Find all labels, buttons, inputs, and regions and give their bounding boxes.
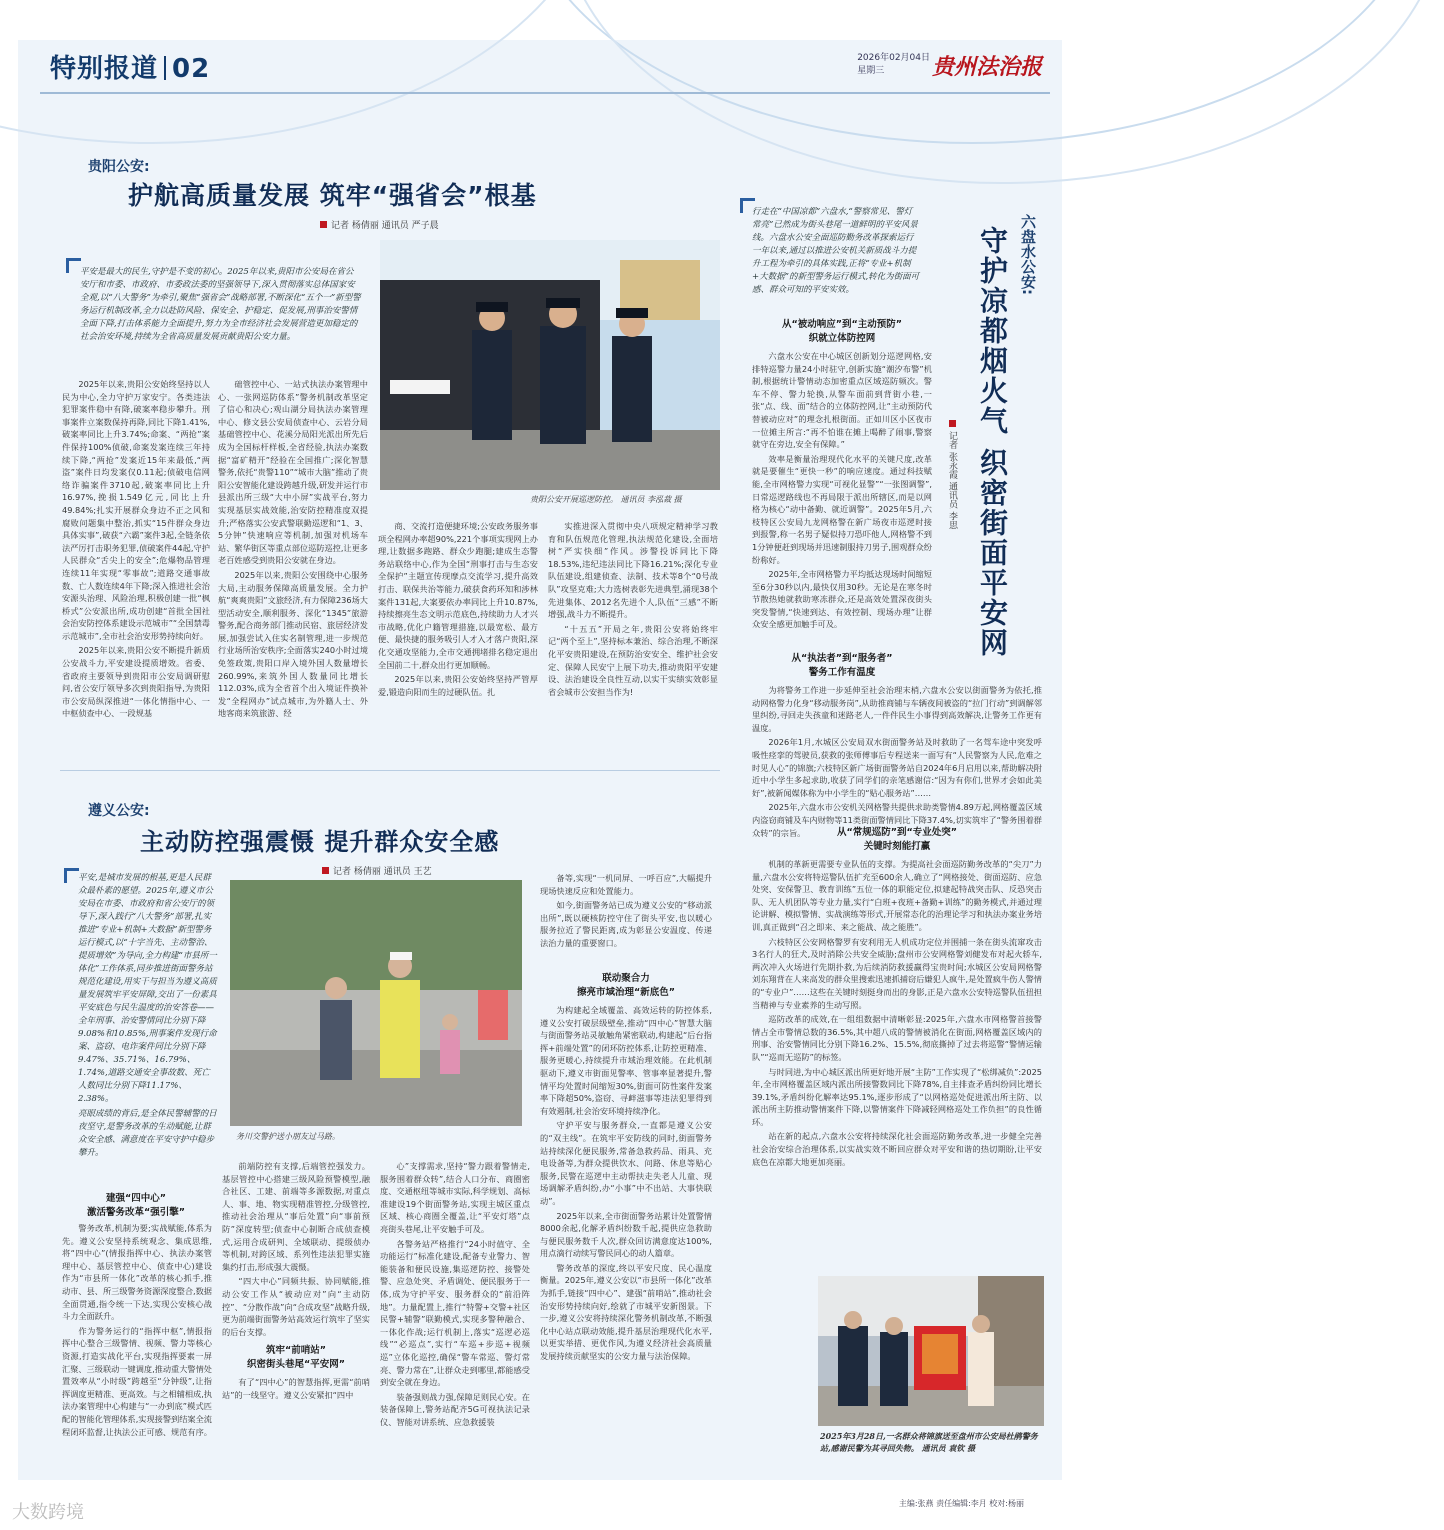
article3-photo	[818, 1276, 1044, 1426]
article2-subheading: 建强“四中心” 激活警务改革“强引擎”	[87, 1193, 185, 1218]
paragraph: 为将警务工作进一步延伸至社会治理末梢,六盘水公安以街面警务为依托,推动网格警力化身“移动服务岗”,从助推商铺与车辆夜间被盗的“拉门行动”到调解邻里纠纷,寻回走失孩童和迷路老人,一件件民生小事得到高效解决,让警务工作更有温度。	[752, 685, 1042, 733]
article1-byline: 记者 杨倩丽 通讯员 严子晨	[320, 218, 439, 231]
paragraph: 实推进深入贯彻中央八项规定精神学习教育和队伍规范化管理,执法规范化建设,全面培树“严实快细”作风。涉警投诉同比下降18.53%,违纪违法同比下降16.21%;深化专业队伍建设,组建侦查、法制、技术等8个“0号战队”攻坚克难;大力选树表彰先进典型,涌现38个先进集体、2012名先进个人,队伍“三感”不断增强,战斗力不断提升。	[548, 521, 718, 620]
article2-lead: 平安,是城市发展的根基,更是人民群众最朴素的愿望。2025年,遵义市公安局在市委、市政府和省公安厅的领导下,深入践行“八大警务”部署,扎实推进“专业+机制+大数据”新型警务运行模式,以“十字当先、主动警治、提质增效”为导向,全力构建“市县所一体化”工作体系,同步推进街面警务站规范化建设,用实干与担当为遵义高质量发展筑牢平安屏障,交出了一份素具平安底色与民生温度的治安答卷——全年刑事、治安警情同比分别下降9.08%和10.85%,刑事案件发现行命案、盗窃、电诈案件同比分别下降9.47%、35.71%、16.79%、1.74%,道路交通安全事故数、死亡人数同比分别下降11.17%、2.38%。 亮眼成绩的背后,是全体民警辅警的日夜坚守,是警务改革的生动赋能,让群众安全感、满意度在平安守护中稳步攀升。	[78, 873, 217, 1158]
article2-kicker: 遵义公安:	[88, 803, 150, 819]
paragraph: 为构建起全域覆盖、高效运转的防控体系,遵义公安打破层级壁垒,推动“四中心”智慧大脑与街面警务站灵敏触角紧密联动,构建起“后台指挥+前端处置”的闭环防控体系,让防控更精准、服务更暖心,持续提升市域治理效能。在此机制驱动下,遵义市街面见警率、管事率显著提升,警情平均处置时间缩短30%,街面可防性案件发案率下降超50%,盗窃、寻衅滋事等违法犯罪得到有效遏制,社会治安环境持续净化。	[540, 1005, 712, 1116]
paragraph: 各警务站严格推行“24小时值守、全功能运行”标准化建设,配备专业警力、智能装备和便民设施,集巡逻防控、接警处警、应急处突、矛盾调处、便民服务于一体,成为守护平安、服务群众的“前沿阵地”。力量配置上,推行“特警+交警+社区民警+辅警”联勤模式,实现多警种融合、一体化作战;运行机制上,落实“巡逻必巡线”“必巡点”,实行“车巡+步巡+视频巡”立体化巡控,确保“警车常巡、警灯常亮、警力常在”,让群众走到哪里,都能感受到安全就在身边。	[380, 1238, 530, 1388]
article2-headline: 主动防控强震慑 提升群众安全感	[140, 828, 500, 856]
paragraph: 守护平安与服务群众,一直都是遵义公安的“双主线”。在筑牢平安防线的同时,街面警务站持续深化便民服务,常备急救药品、雨具、充电设备等,为群众提供饮水、问路、休息等贴心服务,民警在巡逻中主动帮扶走失老人儿童、现场调解矛盾纠纷,办“小事”中不出站、大事快联动”。	[540, 1120, 712, 1206]
article1-kicker: 贵阳公安:	[88, 159, 150, 175]
article2-column	[540, 872, 712, 970]
paragraph: 警务改革的深度,终以平安尺度、民心温度衡量。2025年,遵义公安以“市县所一体化”改革为抓手,链接“四中心”、建强“前哨站”,推动社会治安形势持续向好,绘就了市城平安新图景。下一步,遵义公安将持续深化警务机制改革,不断强化中心站点联动效能,提升基层治理现代化水平,以更实举措、更优作风,为遵义经济社会高质量发展持续贡献坚实的公安力量与法治保障。	[540, 1262, 712, 1362]
article3-lead: 行走在“中国凉都”六盘水,“警察常见、警灯常亮”已然成为街头巷尾一道鲜明的平安风景线。六盘水公安全面巡防勤务改革探索运行一年以来,通过以推进公安机关新质战斗力提升工程为牵引的具体实践,正将“专业+机制+大数据”的新型警务运行模式,转化为街面可感、群众可知的平安实效。	[752, 207, 920, 295]
paragraph: 巡防改革的成效,在一组组数据中清晰彰显:2025年,六盘水市网格警首接警情占全市警情总数的36.5%,其中超八成的警情被消化在街面,网格覆盖区域内的刑事、治安警情同比分别下降16.2%、15.5%,彻底撕掉了过去将巡警“警情运输队”“巡而无巡防”的标签。	[752, 1014, 1042, 1062]
article2-column	[222, 1376, 370, 1462]
article3-column	[752, 684, 1042, 838]
section-title: 特别报道 02	[50, 54, 211, 84]
article1-headline: 护航高质量发展 筑牢“强省会”根基	[128, 181, 537, 210]
paragraph: 2025年以来,贵阳公安围绕中心服务大局,主动服务保障高质量发展。全力护航“爽爽贵阳”文旅经济,有力保障236场大型活动安全,顺利服务、深化“1345”旅游警务,配合商务部门推动民宿、旅居经济发展,加强尝试入住实名制管理,进一步规范行业场所治安秩序;全面落实240小时过境免签政策,贵阳口岸入境外国人数量增长260.99%,来筑外国人数量同比增长112.03%,成为全省首个出入境证件换补发“全程网办”试点城市,为外籍人士、外地客商来筑旅游、经	[218, 569, 368, 719]
article1-lead: 平安是最大的民生,守护是不变的初心。2025年以来,贵阳市公安局在省公安厅和市委、市政府、市委政法委的坚强领导下,深入贯彻落实总体国家安全观,以“八大警务”为牵引,聚焦“强省会”战略部署,不断深化“五个一”新型警务运行机制改革,全力以赴防风险、保安全、护稳定、促发展,刑事治安警情全面下降,打击体系能力全面提升,努力为全市经济社会发展营造更加稳定的社会治安环境,持续为全省高质量发展贡献贵阳公安力量。	[80, 267, 361, 342]
paragraph: 2025年,六盘水市公安机关网格警共提供求助类警情4.89万起,网格覆盖区域内盗窃商铺及车内财物等11类街面警情同比下降37.4%,切实筑牢了“警务围着群众转”的宗旨。	[752, 802, 1042, 838]
article1-photo-caption: 贵阳公安开展巡逻防控。 通讯员 李泓裁 摄	[530, 495, 682, 504]
article2-photo-caption: 务川交警护送小朋友过马路。	[236, 1132, 340, 1141]
page-footer	[0, 1490, 1080, 1530]
lead-bracket	[66, 258, 81, 273]
paragraph: 2025年以来,全市街面警务站累计处置警情8000余起,化解矛盾纠纷数千起,提供应急救助与便民服务数千人次,群众回访满意度达100%,用点滴行动续写警民同心的动人篇章。	[540, 1210, 712, 1259]
article3-photo-caption: 2025年3月28日,一名群众将锦旗送至盘州市公安局杜鹃警务站,感谢民警为其寻回失物。 通讯员 袁钦 摄	[820, 1431, 1038, 1453]
paragraph: 备等,实现“一机同屏、一呼百应”,大幅提升现场快速反应和处置能力。	[540, 873, 712, 896]
article3-kicker: 六盘水公安:	[1019, 214, 1037, 295]
paragraph: 效率是衡量治理现代化水平的关键尺度,改革就是要催生“更快一秒”的响应速度。通过科技赋能,全市网格警力实现“可视化显警”“一张图调警”,日常巡逻路线也不再局限于派出所辖区,而是以网格为核心“动中备勤、就近调警”。2025年5月,六枝特区公安局九龙网格警在新广场夜市巡逻时接到报警,称一名男子疑似持刀恐吓他人,网格警不到1分钟便赶到现场并迅速制服持刀男子,围观群众纷纷称好。	[752, 453, 932, 565]
section-divider	[60, 770, 720, 771]
paragraph: 2025年,全市网格警力平均抵达现场时间缩短至6分30秒以内,最快仅用30秒。无论是在寒冬时节散热她就救助寒冻群众,还是高效处置深夜街头突发警情,“快速到达、有效控制、现场办理”让群众安全感更加触手可及。	[752, 569, 932, 630]
page-number: 02	[172, 54, 211, 84]
paragraph: 作为警务运行的“指挥中枢”,情报指挥中心整合三级警情、视频、警力等核心资源,打造实战化平台,实现指挥要素一屏汇聚、三级联动一键调度,推动重大警情处置效率从“小时级”跨越至“分钟级”,让指挥调度更精准、更高效。与之相辅相成,执法办案管理中心构建与“一办到底”模式匹配的智能化管理体系,实现接警到结案全流程闭环监督,让执法公正可感、规范有序。	[62, 1325, 212, 1437]
paragraph: “十五五”开局之年,贵阳公安将始终牢记“两个至上”,坚持标本兼治、综合治理,不断深化平安贵阳建设,在预防治安安全、维护社会安定、保障人民安宁上展下功夫,推动贵阳平安建设、法治建设全良性互动,以实干实绩实效彰显省会城市公安担当作为!	[548, 623, 718, 697]
article1-column	[548, 520, 718, 760]
paragraph: 心”支撑需求,坚持“警力跟着警情走,服务围着群众转”,结合人口分布、商圈密度、交通枢纽等城市实际,科学规划、高标准建设19个街面警务站,实现主城区重点区域、核心商圈全覆盖,让“平安灯塔”点亮街头巷尾,让平安触手可及。	[380, 1161, 530, 1234]
article3-subheading: 从“被动响应”到“主动预防” 织就立体防控网	[782, 319, 902, 344]
paragraph: 2025年以来,贵阳公安始终坚持严管厚爱,锻造向阳而生的过硬队伍。扎	[378, 674, 538, 697]
lead-bracket	[64, 868, 79, 883]
article3-headline: 守护凉都烟火气 织密街面平安网	[976, 226, 1009, 658]
article3-subheading: 从“执法者”到“服务者” 警务工作有温度	[791, 653, 893, 678]
article1-column	[218, 378, 368, 760]
article1-photo	[380, 240, 720, 490]
header-rule	[40, 92, 1050, 94]
article3-byline: 记者 张永霞 通讯员 李思	[946, 420, 959, 530]
paragraph: 2025年以来,贵阳公安始终坚持以人民为中心,全力守护万家安宁。各类违法犯罪案件稳中有降,破案率稳步攀升。刑事案件立案数保持再降,同比下降1.41%,破案率同比上升3.74%;命案、“两抢”案件保持100%侦破,命案发案连续三年持续下降,“两抢”发案近15年来最低,“两盗”案件日均发案仅0.11起;侦破电信网络诈骗案件3710起,破案率同比上升16.97%,挽损1.549亿元,同比上升49.84%;扎实开展群众身边不正之风和腐败问题集中整治,抓实“15件群众身边具体实事”,破获“六霸”案件3起,全链条依法严厉打击职务犯罪,侦破案件44起,守护人民群众“舌尖上的安全”;危爆物品管理连续11年实现“零事故”;道路交通事故数、亡人数连续4年下降;深入推进社会治安源头治理、风险治理,积极创建一批“枫桥式”公安派出所,成功创建“首批全国社会治安防控体系建设示范城市”“全国禁毒示范城市”,全市社会治安形势持续向好。	[62, 379, 210, 641]
article2-subheading: 联动聚合力 擦亮市域治理“新底色”	[577, 973, 675, 998]
paragraph: 2026年1月,水城区公安局双水街面警务站及时救助了一名驾车途中突发呼吸性痉挛的驾驶员,获救的张师傅事后专程送来一面写有“人民警察为人民,危难之时见人心”的锦旗;六枝特区新广场街面警务站自2024年6月启用以来,帮助解决附近中小学生多起求助,收获了同学们的亲笔感谢信:“因为有你们,世界才会如此美好”,被新闻媒体称为中小学生的“贴心服务站”……	[752, 737, 1042, 798]
paragraph: 机制的革新更需要专业队伍的支撑。为提高社会面巡防勤务改革的“尖刀”力量,六盘水公安将特巡警队伍扩充至600余人,确立了“网格接处、街面巡防、应急处突、安保警卫、教育训练”五位一体的职能定位,拟建起特战突击队、反恐突击队、无人机团队等专业力量,实行“白班+夜班+备勤+训练”的勤务模式,并通过理论讲解、模拟警情、实战演练等形式,开展常态化的治理论学习和执法办案业务培训,真正做到“召之即来、来之能战、战之能胜”。	[752, 859, 1042, 932]
paragraph: 六盘水公安在中心城区创新划分巡逻网格,安排特巡警力量24小时驻守,创新实施“潮汐布警”机制,根据统计警情动态加密重点区域巡防频次。警车不停、警力轮换,从警车面前到背街小巷,一张“点、线、面”结合的立体防控网,让“主动预防代替被动应对”的理念扎根街面。正如川区小区夜市一位摊主所言:“再不怕谁在摊上喝醉了闹事,警察就守在旁边,安全有保障。”	[752, 351, 932, 450]
article3-column	[752, 858, 1042, 1270]
article2-subheading: 筑牢“前哨站” 织密街头巷尾“平安网”	[247, 1345, 345, 1370]
article1-column	[378, 520, 538, 760]
paragraph: 警务改革,机制为要;实战赋能,体系为先。遵义公安坚持系统观念、集成思维,将“四中心”(情报指挥中心、执法办案管理中心、基层管控中心、侦查中心)建设作为“市县所一体化”改革的核心抓手,推动市、县、所三级警务资源深度整合,数据全面贯通,指令统一下达,实现公安核心战斗力全面跃升。	[62, 1223, 212, 1322]
article2-photo	[230, 880, 522, 1126]
article1-column	[62, 378, 210, 760]
paragraph: 础管控中心、一站式执法办案管理中心、一张网巡防体系”警务机制改革坚定了信心和决心;观山湖分局执法办案管理中心、修文县公安局侦查中心、云岩分局基础管控中心、花溪分局阳光派出所先后成为全国标杆样板,全省经验,执法办案数据“富矿精开”经验在全国推广;深化智慧警务,依托“贵警110”“城市大脑”推动了贵阳公安智能化建设跨越升级,研发并运行市县派出所三级“大中小屏”实战平台,努力实现基层实战效能,治安防控精准度双提升;严格落实公安武警联勤巡逻和“1、3、5分钟”快速响应等机制,加强对机场车站、繁华街区等重点部位巡防巡控,让更多老百姓感受到贵阳公安就在身边。	[218, 379, 368, 566]
paragraph: 六枝特区公安网格警罗有安利用无人机成功定位并围捕一条在街头流窜攻击3名行人的狂犬,及时消除公共安全威胁;盘州市公安网格警刘健发布对起火轿车,两次冲入火场进行先期扑救,为后续消防救援赢得宝贵时间;水城区公安局网格警刘东翔背在人来高发的群众里搜索迅速抓捕窃后嫌犯人疯牛,是处置疯牛伤人警情的“专业户”……这些在关键时刻挺身而出的身影,正是六盘水公安特巡警队伍扭担当精神与专业素养的生动写照。	[752, 936, 1042, 1010]
paragraph: 站在新的起点,六盘水公安将持续深化社会面巡防勤务改革,进一步健全完善社会治安综合治理体系,以实战实效不断回应群众对平安和谐的热切期盼,让平安底色在凉都大地更加亮丽。	[752, 1131, 1042, 1167]
page-header	[40, 48, 1060, 92]
article2-column	[62, 1222, 212, 1462]
article2-column	[380, 1160, 530, 1462]
article2-column	[222, 1160, 370, 1340]
paragraph: 有了“四中心”的智慧指挥,更需“前哨站”的一线坚守。遵义公安紧扣“四中	[222, 1377, 370, 1400]
article3-column	[752, 350, 932, 642]
article3-subheading: 从“常规巡防”到“专业处突” 关键时刻能打赢	[837, 827, 957, 852]
paragraph: 前端防控有支撑,后端管控强发力。基层管控中心搭建三级风险预警模型,融合社区、工建、前端等多源数据,对重点人、事、地、物实现精准管控,分级管控,推动社会治理从“事后处置”向“事前预防”深度转型;侦查中心制断合成侦查模式,运用合成研判、全域联动、提级侦办等机制,对跨区域、系列性违法犯罪实施集约打击,形成强大震慑。	[222, 1161, 370, 1272]
article2-column	[540, 1004, 712, 1462]
paragraph: 与时同进,为中心城区派出所更好地开展“主防”工作实现了“松绑减负”:2025年,全市网格覆盖区域内派出所接警数同比下降78%,自主排查矛盾纠纷同比增长39.1%,矛盾纠纷化解率达95.1%,逐步形成了“以网格巡处促进派出所主防、以派出所主防推动警情案件下降,以警情案件下降减轻网格巡处工作负担”的良性循环。	[752, 1066, 1042, 1127]
watermark: 大数跨境	[12, 1502, 84, 1523]
article2-byline: 记者 杨倩丽 通讯员 王艺	[322, 864, 432, 877]
paper-logo: 贵州法治报	[931, 54, 1042, 80]
editor-credits: 主编:张燕 责任编辑:李月 校对:杨丽	[898, 1499, 1024, 1508]
paragraph: 如今,街面警务站已成为遵义公安的“移动派出所”,既以硬核防控守住了街头平安,也以暖心服务拉近了警民距离,成为彰显公安温度、传递法治力量的重要窗口。	[540, 900, 712, 948]
paragraph: 商、交流打造便捷环境;公安政务服务事项全程网办率超90%,221个事项实现网上办理,让数据多跑路、群众少跑腿;建成生态警务站联络中心,作为全国“刑事打击与生态安全保护”主题宣传现摩点交流学习,提升高效打击、联保共治等能力,破获食药环知和涉林案件131起,大案要依办率同比上升10.87%,持续擦亮生态文明示范底色,持续助力人才兴市战略,优化户籍管理措施,以最宽松、最方便、最快捷的服务吸引人才入才落户贵阳,深化交通攻坚能力,全市交通拥堵排名稳定退出全国前二十,群众出行更加顺畅。	[378, 521, 538, 670]
issue-date: 2026年02月04日 星期三	[857, 53, 930, 76]
paragraph: 2025年以来,贵阳公安不断提升新质公安战斗力,平安建设提质增效。省委、省政府主要领导到贵阳市公安局调研慰问,省公安厅领导多次到贵阳指导,为贵阳市公安局纵深推进“一体化情指中心、一中枢侦查中心、一段规基	[62, 645, 210, 719]
paragraph: 装备强则战力强,保障足则民心安。在装备保障上,警务站配齐5G可视执法记录仪、智能对讲系统、应急救援装	[380, 1391, 530, 1427]
paragraph: “四大中心”同频共振、协同赋能,推动公安工作从“被动应对”向“主动防控”、“分散作战”向“合成攻坚”战略升级,更为前端街面警务站高效运行筑牢了坚实的后台支撑。	[222, 1276, 370, 1337]
